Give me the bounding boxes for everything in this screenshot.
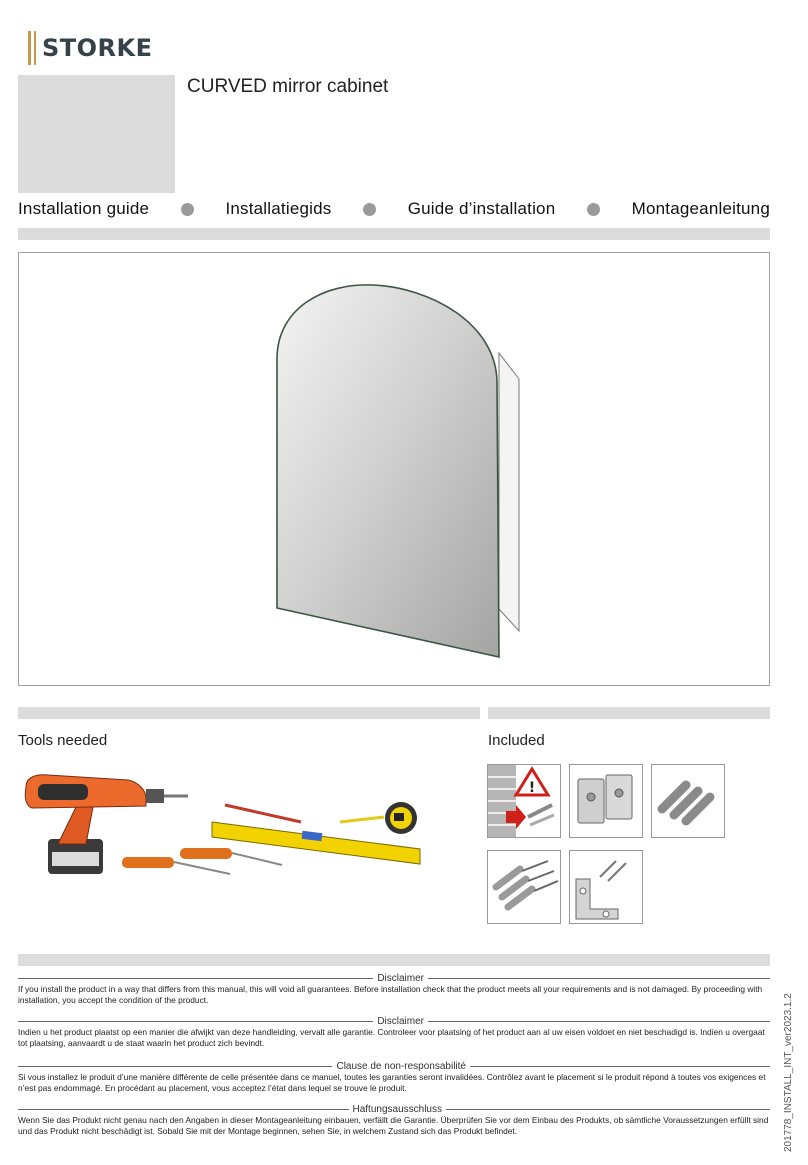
disclaimer-section-bar — [18, 954, 770, 966]
pencil-icon — [225, 805, 301, 822]
screwdriver-icon — [122, 857, 230, 874]
logo-mark-secondary — [34, 31, 36, 65]
included-label: Included — [488, 732, 545, 749]
section-divider — [18, 228, 770, 240]
product-title: CURVED mirror cabinet — [187, 76, 389, 97]
tools-section-bar — [18, 707, 480, 719]
disclaimer-text: If you install the product in a way that differs from this manual, this will void all guarantees. Before installation check that the product meets all your requirements and is not damaged. By proceeding with installation, you accept the condition of the product. — [18, 984, 763, 1005]
brand-logo — [28, 30, 153, 66]
mirror-cabinet-illustration — [19, 253, 769, 685]
tape-measure-icon — [340, 802, 417, 834]
disclaimer-text: Si vous installez le produit d’une manière différente de celle présentée dans ce manuel, toutes les garanties seront invalidées. Contrôlez avant le placement si le produit répond à toutes vos exigences et n’est pas endommagé. En procédant au placement, vous acceptez l’état dans lequel se trouve le produit. — [18, 1072, 766, 1093]
guide-title-de: Montageanleitung — [631, 199, 770, 218]
tools-illustration — [18, 762, 458, 882]
screwdriver-icon — [180, 848, 282, 865]
separator-dot — [181, 203, 194, 216]
product-illustration-frame — [18, 252, 770, 686]
disclaimer-text: Wenn Sie das Produkt nicht genau nach den Angaben in dieser Montageanleitung einbauen, verfällt die Garantie. Überprüfen Sie vor dem Einbau des Produkts, ob sämtliche Voraussetzungen erfüllt sind und das Produkt nicht beschädigt ist. Sobald Sie mit der Montage beginnen, sehen Sie, in welchem Zustand sich das Produkt befindet. — [18, 1115, 769, 1136]
wall-warning-icon — [487, 764, 561, 838]
wall-plugs-icon — [651, 764, 725, 838]
glass-clamp-icon — [569, 764, 643, 838]
mirror-door — [277, 285, 499, 657]
included-section-bar — [488, 707, 770, 719]
disclaimer-title: Haftungsausschluss — [352, 1104, 442, 1115]
guide-title-fr: Guide d’installation — [407, 199, 556, 218]
guide-title-en: Installation guide — [18, 199, 150, 218]
disclaimer-fr — [18, 1061, 770, 1094]
disclaimer-de — [18, 1104, 770, 1137]
screws-and-plugs-icon — [487, 850, 561, 924]
product-thumbnail-placeholder — [18, 75, 175, 193]
cabinet-side — [499, 353, 519, 631]
disclaimer-nl — [18, 1016, 770, 1049]
disclaimer-title: Disclaimer — [377, 1016, 424, 1027]
separator-dot — [363, 203, 376, 216]
guide-title-nl: Installatiegids — [225, 199, 332, 218]
separator-dot — [587, 203, 600, 216]
disclaimer-title: Clause de non-responsabilité — [336, 1061, 466, 1072]
angle-bracket-icon — [569, 850, 643, 924]
guide-titles — [18, 197, 770, 221]
disclaimer-en — [18, 973, 770, 1006]
tools-needed-label: Tools needed — [18, 732, 108, 749]
disclaimer-title: Disclaimer — [377, 973, 424, 984]
logo-mark — [28, 31, 31, 65]
svg-text:!: ! — [528, 780, 536, 796]
brand-name: STORKE — [42, 34, 153, 62]
document-code: 201778_INSTALL_INT_ver2023.1.2 — [783, 993, 794, 1152]
disclaimer-text: Indien u het product plaatst op een manier die afwijkt van deze handleiding, vervalt alle garantie. Controleer voor plaatsing of het product aan al uw eisen voldoet en niet beschadigd is. Indien u overgaat tot plaatsing, aanvaardt u de staat waarin het product zich bevindt. — [18, 1027, 765, 1048]
